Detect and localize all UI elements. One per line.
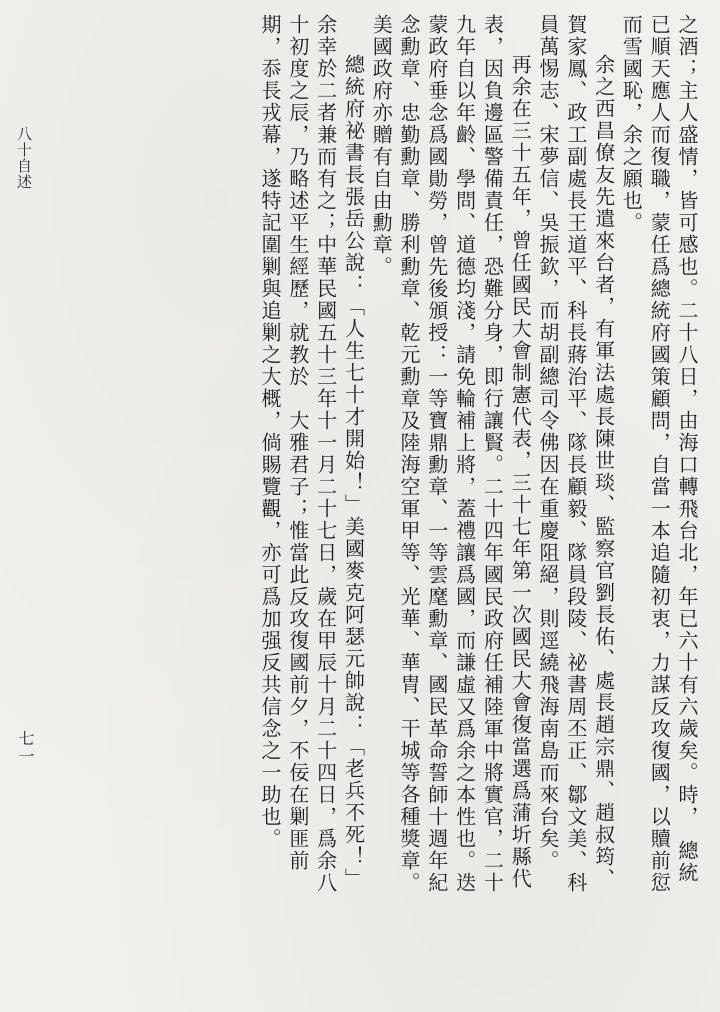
paragraph-arrival-taipei: 之酒；主人盛情，皆可感也。二十八日，由海口轉飛台北，年已六十有六歲矣。時， 總統已順天應人而復職，蒙任爲總統府國策顧問，自當一本追隨初衷，力謀反攻復國，以贖前愆而雪國恥，余之願也。 [619,14,699,894]
vertical-body-text [100,14,700,894]
paragraph-honors: 再余在三十五年，曾任國民大會制憲代表，三十七年第一次國民大會復當選爲蒲圻縣代表，因負邊區警備責任，恐難分身，即行讓賢。二十四年國民政府任補陸軍中將實官，二十九年自以年齡、學問、道德均淺，請免輪補上將，蓋禮讓爲國，而謙虛又爲余之本性也。迭蒙政府垂念爲國勛勞，曾先後頒授：一等寶鼎勳章、一等雲麾勳章、國民革命誓師十週年紀念勳章、忠勤勳章、勝利勳章、乾元勳章及陸海空軍甲等、光華、華胄、干城等各種獎章。美國政府亦贈有自由勳章。 [369,14,533,894]
running-header-book-title: 八十自述 [15,126,33,190]
paragraph-colleagues: 余之西昌僚友先遣來台者，有軍法處長陳世琰、監察官劉長佑、處長趙宗鼎、趙叔筠、賀家鳳、政工副處長王道平、科長蔣治平、隊長顧毅、隊員段陵、祕書周丕正、鄒文美、科員萬惕志、宋夢信、吳振欽，而胡副總司令佛因在重慶阻絕，則逕繞飛海南島而來台矣。 [536,14,616,894]
paragraph-eightieth-birthday: 總統府祕書長張岳公說：「人生七十才開始！」美國麥克阿瑟元帥說：「老兵不死！」余幸於二者兼而有之；中華民國五十三年十一月二十七日，歲在甲辰十月二十四日，爲余八十初度之辰，乃略述平生經歷，就教於 大雅君子；惟當此反攻復國前夕，不佞在剿匪前期，忝長戎幕，遂特記圍剿與追剿之大概，倘賜覽觀，亦可爲加强反共信念之一助也。 [258,14,366,894]
page-number: 七一 [16,730,35,766]
